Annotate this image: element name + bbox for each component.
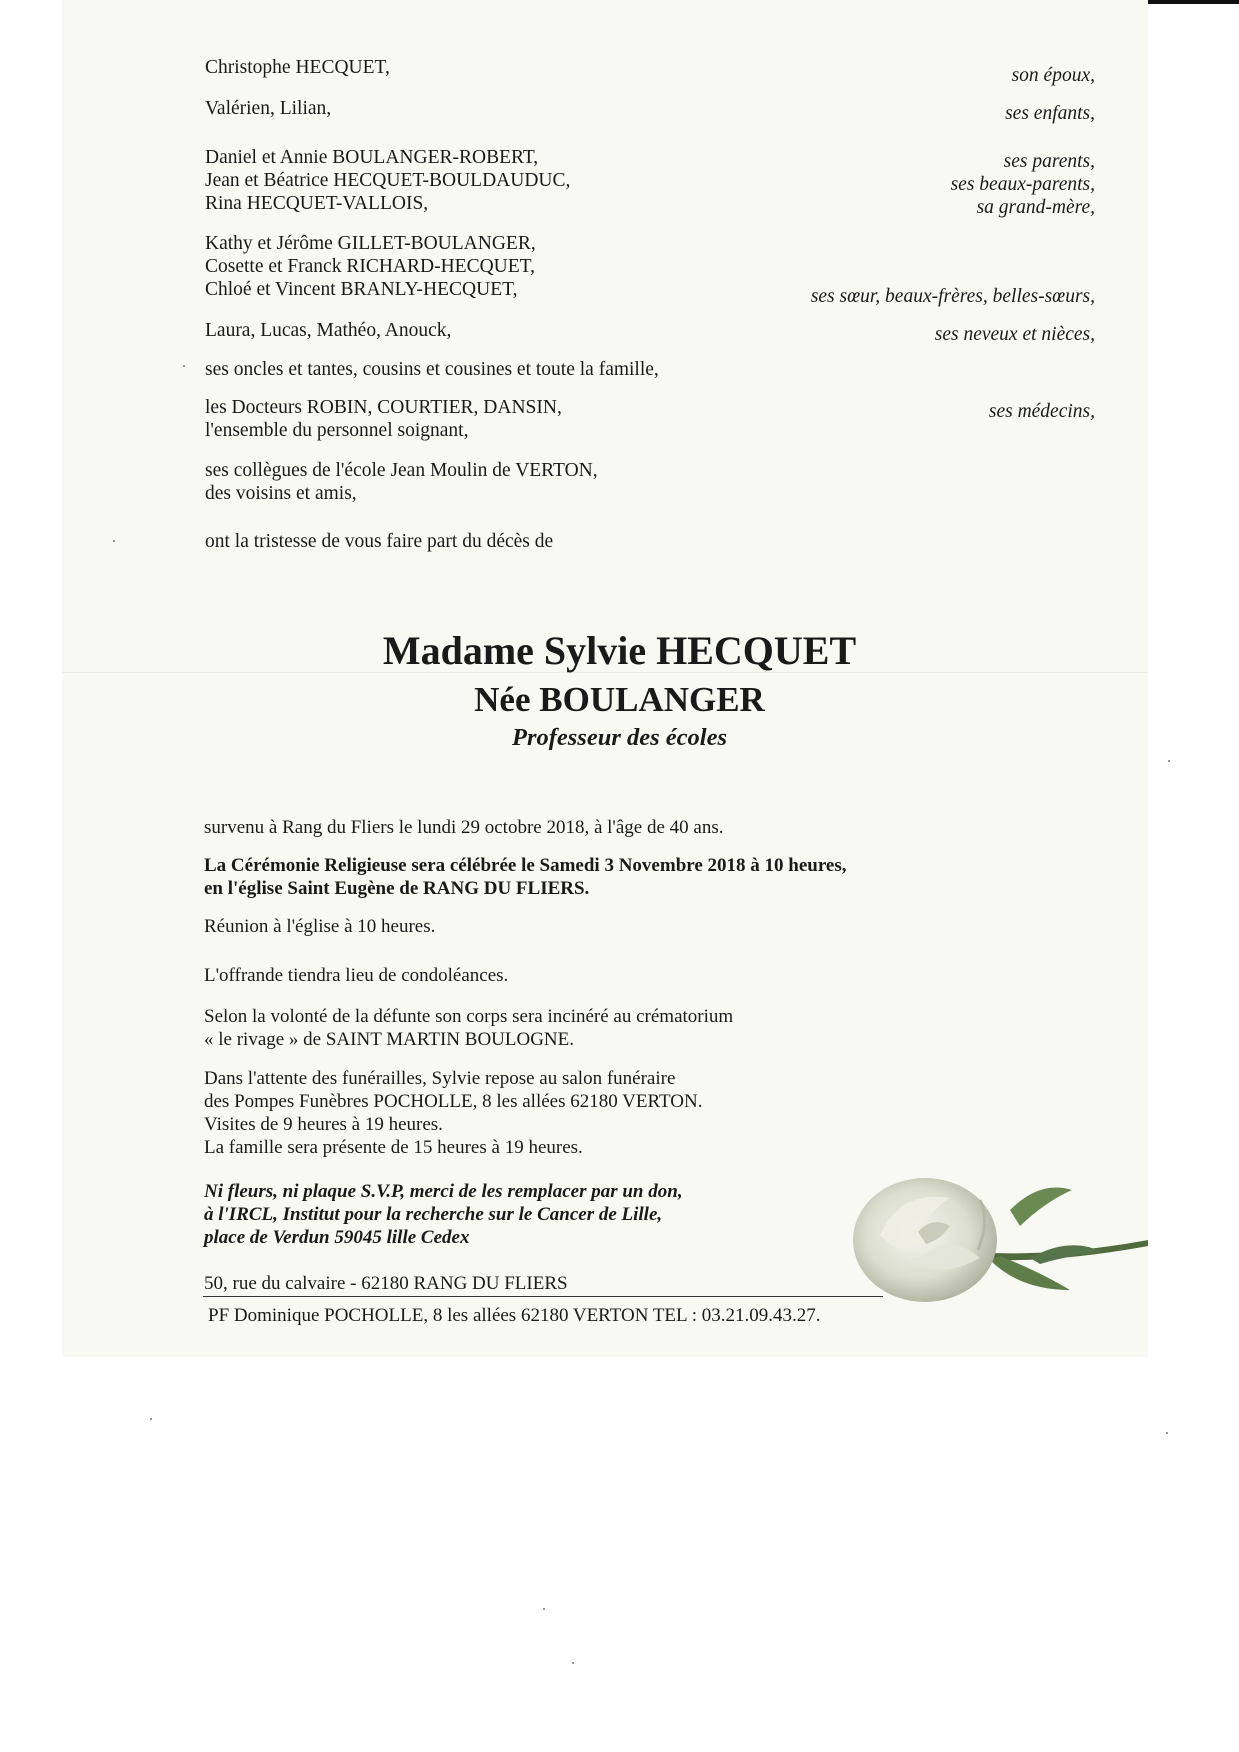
cremation-line: Selon la volonté de la défunte son corps sera incinéré au crématorium xyxy=(204,1006,734,1027)
relation-siblings: ses sœur, beaux-frères, belles-sœurs, xyxy=(810,286,1095,307)
rest-line: des Pompes Funèbres POCHOLLE, 8 les allées 62180 VERTON. xyxy=(204,1091,703,1112)
family-colleagues-line: des voisins et amis, xyxy=(205,483,357,504)
relation-parents-line: sa grand-mère, xyxy=(976,197,1095,218)
family-siblings-line: Cosette et Franck RICHARD-HECQUET, xyxy=(205,256,536,277)
relation-doctors: ses médecins, xyxy=(988,401,1095,422)
family-siblings-line: Kathy et Jérôme GILLET-BOULANGER, xyxy=(205,233,536,254)
death-info: survenu à Rang du Fliers le lundi 29 octobre 2018, à l'âge de 40 ans. xyxy=(204,817,724,838)
family-colleagues-line: ses collègues de l'école Jean Moulin de VERTON, xyxy=(205,460,598,481)
family-doctors-line: les Docteurs ROBIN, COURTIER, DANSIN, xyxy=(205,397,562,418)
flowers-line: à l'IRCL, Institut pour la recherche sur le Cancer de Lille, xyxy=(204,1204,663,1225)
family-parents-line: Jean et Béatrice HECQUET-BOULDAUDUC, xyxy=(205,170,571,191)
rest-info xyxy=(204,1067,702,1159)
family-extended: ses oncles et tantes, cousins et cousines et toute la famille, xyxy=(205,359,659,380)
ceremony-line: en l'église Saint Eugène de RANG DU FLIERS. xyxy=(204,878,590,899)
ceremony-line: La Cérémonie Religieuse sera célébrée le Samedi 3 Novembre 2018 à 10 heures, xyxy=(204,855,847,876)
relation-nephews: ses neveux et nièces, xyxy=(934,324,1095,345)
family-parents-line: Rina HECQUET-VALLOIS, xyxy=(205,193,429,214)
family-doctors-line: l'ensemble du personnel soignant, xyxy=(205,420,469,441)
relation-parents xyxy=(951,150,1095,219)
scan-speck xyxy=(543,1608,545,1610)
scan-speck xyxy=(183,365,185,367)
rose-leaf xyxy=(1010,1188,1072,1227)
family-doctors xyxy=(205,396,562,442)
scan-speck xyxy=(1166,1432,1168,1434)
offering-info: L'offrande tiendra lieu de condoléances. xyxy=(204,965,509,986)
scan-speck xyxy=(150,1418,152,1420)
deceased-birth-name: Née BOULANGER xyxy=(474,680,765,719)
announcement-line: ont la tristesse de vous faire part du décès de xyxy=(205,531,554,552)
address-underline xyxy=(203,1296,883,1297)
relation-spouse: son époux, xyxy=(1011,65,1095,86)
white-rose-image xyxy=(840,1140,1148,1340)
scan-edge-line xyxy=(1148,0,1239,4)
family-children: Valérien, Lilian, xyxy=(205,98,332,119)
family-siblings xyxy=(205,232,536,301)
cremation-line: « le rivage » de SAINT MARTIN BOULOGNE. xyxy=(204,1029,575,1050)
flowers-line: place de Verdun 59045 lille Cedex xyxy=(204,1227,470,1248)
rest-line: Dans l'attente des funérailles, Sylvie repose au salon funéraire xyxy=(204,1068,676,1089)
relation-children: ses enfants, xyxy=(1005,103,1095,124)
family-parents xyxy=(205,146,570,215)
deceased-profession: Professeur des écoles xyxy=(511,724,727,751)
undertaker-info: PF Dominique POCHOLLE, 8 les allées 62180 VERTON TEL : 03.21.09.43.27. xyxy=(208,1305,821,1326)
cremation-info xyxy=(204,1005,733,1051)
family-parents-line: Daniel et Annie BOULANGER-ROBERT, xyxy=(205,147,539,168)
ceremony-info xyxy=(204,854,847,900)
meeting-info: Réunion à l'église à 10 heures. xyxy=(204,916,436,937)
flowers-line: Ni fleurs, ni plaque S.V.P, merci de les remplacer par un don, xyxy=(204,1181,683,1202)
family-address: 50, rue du calvaire - 62180 RANG DU FLIERS xyxy=(204,1273,568,1294)
family-spouse: Christophe HECQUET, xyxy=(205,57,390,78)
rest-line: Visites de 9 heures à 19 heures. xyxy=(204,1114,443,1135)
scan-speck xyxy=(1168,760,1170,762)
family-nephews: Laura, Lucas, Mathéo, Anouck, xyxy=(205,320,452,341)
scan-speck xyxy=(572,1662,574,1664)
family-siblings-line: Chloé et Vincent BRANLY-HECQUET, xyxy=(205,279,518,300)
scan-speck xyxy=(113,540,115,542)
family-colleagues xyxy=(205,459,598,505)
relation-parents-line: ses beaux-parents, xyxy=(950,174,1095,195)
rose-leaf xyxy=(990,1256,1070,1290)
rest-line: La famille sera présente de 15 heures à 19 heures. xyxy=(204,1137,583,1158)
deceased-name: Madame Sylvie HECQUET xyxy=(382,628,857,673)
flowers-info xyxy=(204,1180,683,1249)
relation-parents-line: ses parents, xyxy=(1003,151,1095,172)
